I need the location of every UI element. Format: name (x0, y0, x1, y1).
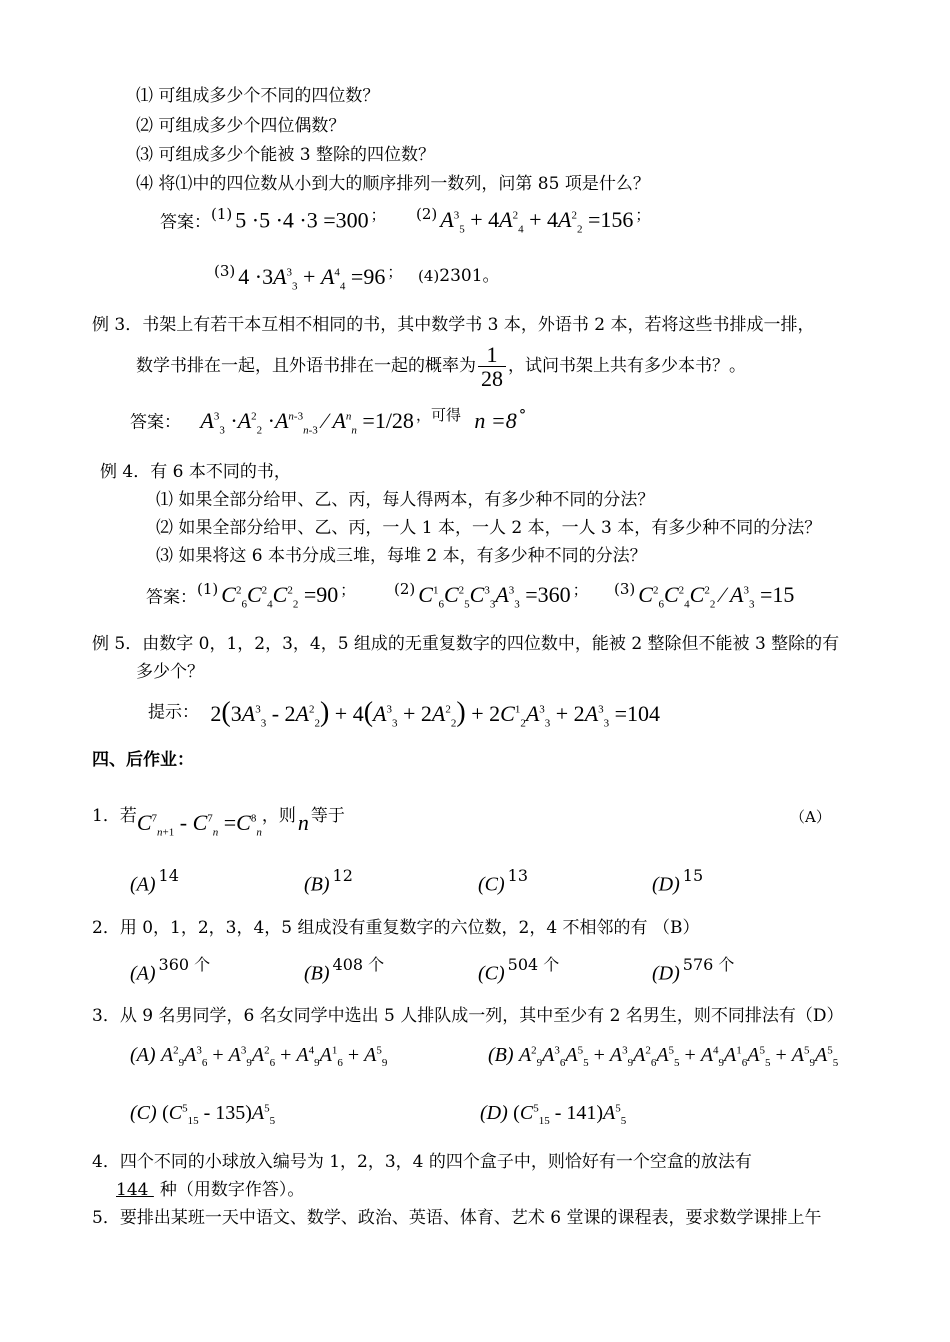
ex2-answer-line-2 (416, 205, 650, 234)
option-letter: (C) (478, 873, 505, 896)
hw5-line-1: 5．要排出某班一天中语文、数学、政治、英语、体育、艺术 6 堂课的课程表，要求数学课排上午 (92, 1208, 822, 1228)
option-letter: (D) (652, 873, 680, 896)
hw4-suffix: 种（用数字作答）。 (159, 1180, 305, 1200)
answer-label: 答案： (160, 212, 211, 233)
formula-2: $A^3_5 + 4A^2_4 + 4A^2_2 =156$ (440, 207, 634, 236)
ex2-question-4: ⑷ 将⑴中的四位数从小到大的顺序排列一数列，问第 85 项是什么？ (136, 174, 650, 194)
hw3-option-a (130, 1044, 387, 1067)
ex4-formula-2: $C^1_6C^2_5C^3_3A^3_3 =360$ (418, 582, 571, 611)
hw2-question: 2．用 0，1，2，3，4，5 组成没有重复数字的六位数，2，4 不相邻的有 （B） (92, 918, 700, 938)
ex3-comma: ，可得 (415, 406, 461, 424)
separator: ； (387, 262, 403, 281)
option-value: 504 个 (507, 955, 560, 974)
hw2-option-d (652, 952, 734, 986)
ex5-line-1: 例 5．由数字 0，1，2，3，4，5 组成的无重复数字的四位数中，能被 2 整除但不能被 3 整除的有 (92, 634, 840, 654)
option-formula: $(C^5_{15} - 135)A^5_5$ (162, 1102, 276, 1127)
hw2-option-a (130, 952, 210, 986)
ex3-formula: $A^3_3 \cdot A^2_2 \cdot A^{n-3}_{n-3}$ ∕ $A^n_n =1/28$ (200, 407, 414, 436)
ex4-answer-3 (614, 580, 794, 609)
hw1-option-c (478, 866, 528, 897)
ex5-hint (148, 696, 660, 730)
option-letter: (A) (130, 962, 156, 985)
option-letter: (D) (652, 962, 680, 985)
hw1-question (92, 806, 345, 836)
ex4-formula-1: $C^2_6C^2_4C^2_2 =90$ (221, 582, 339, 611)
ex2-answer-4 (418, 266, 500, 286)
ex4-formula-3-result: =15 (754, 582, 795, 608)
ex2-question-1: ⑴ 可组成多少个不同的四位数？ (136, 86, 380, 106)
ex3-text: 数学书排在一起，且外语书排在一起的概率为 (136, 356, 476, 377)
probability-fraction (478, 343, 506, 390)
ex4-formula-3: $C^2_6C^2_4C^2_2$ ∕ $A^3_3 =15$ (638, 582, 795, 611)
answer-part-label: (4) (418, 267, 440, 285)
hw1-option-b (304, 866, 353, 897)
hw1-option-a (130, 866, 179, 897)
hw2-option-b (304, 952, 384, 986)
ex4-question-1: ⑴ 如果全部分给甲、乙、丙，每人得两本，有多少种不同的分法？ (156, 490, 655, 510)
option-letter: (B) (304, 873, 330, 896)
hw1-prefix: 1．若 (92, 806, 137, 826)
formula-1: 5 ·5 ·4 ·3 =300 (235, 207, 369, 233)
hw1-option-d (652, 866, 703, 897)
separator: ； (635, 205, 651, 224)
section-title: 四、后作业： (92, 750, 194, 770)
hint-formula-result: =104 (609, 701, 661, 726)
option-value: 408 个 (332, 955, 385, 974)
ex3-text-end: ，试问书架上共有多少本书？。 (508, 356, 746, 377)
option-value: 13 (507, 866, 529, 885)
option-letter: (C) (478, 962, 505, 985)
option-formula: $(C^5_{15} - 141)A^5_5$ (513, 1102, 627, 1127)
separator: ； (340, 580, 356, 599)
answer-part-label: (2) (394, 580, 416, 598)
option-letter: (B) (304, 962, 330, 985)
ex2-answer-line-3 (214, 262, 402, 291)
option-value: 15 (682, 866, 704, 885)
option-letter: (C) (130, 1102, 157, 1124)
hw3-option-c (130, 1102, 275, 1125)
ex3-line-2 (136, 343, 746, 390)
hw1-variable: n (297, 809, 309, 835)
hw4-line-2 (110, 1180, 304, 1200)
ex5-line-2: 多少个？ (136, 662, 204, 682)
ex2-question-2: ⑵ 可组成多少个四位偶数？ (136, 116, 346, 136)
hw3-question: 3．从 9 名男同学，6 名女同学中选出 5 人排队成一列，其中至少有 2 名男生，则不同排法有（D） (92, 1006, 844, 1026)
hint-formula: $2(3A^3_3 - 2A^2_2) + 4(A^3_3 + 2A^2_2) + 2C^1_2A^3_3 + 2A^3_3 =104$ (210, 697, 661, 730)
hw1-suffix: 等于 (310, 806, 345, 826)
answer-label: 答案： (130, 412, 181, 433)
ex2-question-3: ⑶ 可组成多少个能被 3 整除的四位数？ (136, 145, 436, 165)
answer-part-label: (2) (416, 205, 438, 223)
hw1-mid: ，则 (261, 806, 296, 826)
ex4-formula-1-result: =90 (298, 582, 339, 608)
formula-3-result: =96 (345, 264, 386, 290)
option-formula: $A^2_9A^3_6 + A^3_9A^2_6 + A^4_9A^1_6 + A^5_9$ (160, 1044, 388, 1069)
option-letter: (A) (130, 873, 156, 896)
ex3-line-1: 例 3．书架上有若干本互相不相同的书，其中数学书 3 本，外语书 2 本，若将这些书排成一排， (92, 315, 815, 335)
answer-part-label: (1) (211, 205, 233, 223)
hw3-option-b (488, 1044, 838, 1067)
ex3-result: n =8 (474, 407, 517, 433)
hw1-answer: （A） (790, 808, 831, 826)
degree-mark: ° (518, 406, 527, 424)
option-value: 12 (332, 866, 353, 885)
separator: ； (572, 580, 588, 599)
ex3-formula-result: =1/28 (356, 407, 414, 433)
formula-3: $4 \cdot 3A^3_3 + A^4_4 =96$ (238, 264, 386, 293)
option-value: 576 个 (682, 955, 735, 974)
fraction-numerator: 1 (478, 343, 506, 367)
hw4-answer-blank: 144 (116, 1180, 154, 1200)
option-letter: (D) (480, 1102, 508, 1124)
ex4-title: 例 4．有 6 本不同的书， (100, 462, 291, 482)
hw3-option-d (480, 1102, 626, 1125)
answer-4-value: 2301。 (439, 266, 500, 286)
option-formula: $A^2_9A^3_6A^5_5 + A^3_9A^2_6A^5_5 + A^4_9A^1_6A^5_5 + A^5_9A^5_5$ (518, 1044, 839, 1069)
hint-label: 提示： (148, 702, 199, 723)
ex4-question-2: ⑵ 如果全部分给甲、乙、丙，一人 1 本，一人 2 本，一人 3 本，有多少种不同的分法？ (156, 518, 822, 538)
ex4-answer-1 (146, 580, 355, 609)
answer-part-label: (3) (214, 262, 236, 280)
ex4-question-3: ⑶ 如果将这 6 本书分成三堆，每堆 2 本，有多少种不同的分法？ (156, 546, 647, 566)
separator: ； (370, 205, 386, 224)
fraction-denominator: 28 (481, 366, 503, 392)
ex4-formula-2-result: =360 (519, 582, 571, 608)
ex3-answer (130, 406, 526, 434)
ex2-answer-line-1 (160, 205, 386, 234)
hw4-line-1: 4．四个不同的小球放入编号为 1，2，3，4 的四个盒子中，则恰好有一个空盒的放法有 (92, 1152, 752, 1172)
answer-part-label: (1) (197, 580, 219, 598)
option-value: 14 (158, 866, 179, 885)
hw1-formula: $C^7_{n+1} - C^7_n =C^8_n$ (136, 809, 262, 838)
option-value: 360 个 (158, 955, 211, 974)
option-letter: (A) (130, 1044, 156, 1066)
answer-part-label: (3) (614, 580, 636, 598)
ex4-answer-2 (394, 580, 588, 609)
formula-2-result: =156 (582, 207, 634, 233)
option-letter: (B) (488, 1044, 514, 1066)
hw2-option-c (478, 952, 559, 986)
answer-label: 答案： (146, 587, 197, 608)
